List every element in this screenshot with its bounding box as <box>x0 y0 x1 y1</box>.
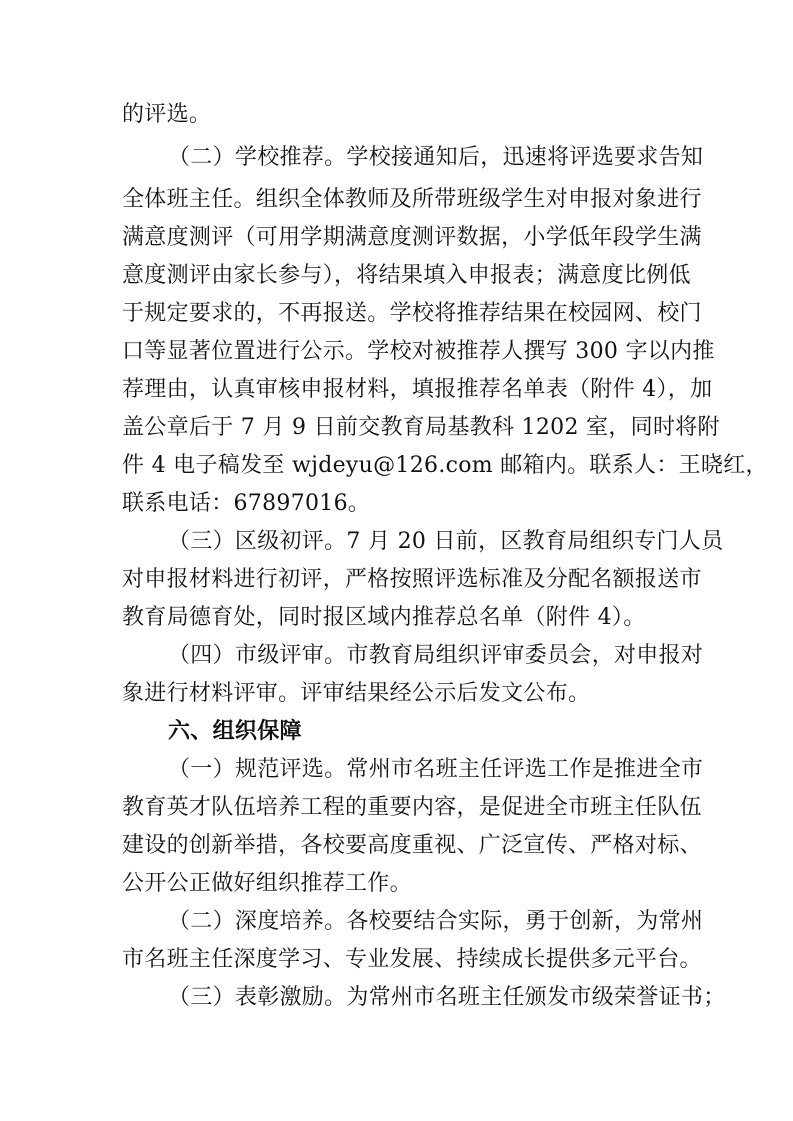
paragraph-line: （一）规范评选。常州市名班主任评选工作是推进全市 <box>168 757 704 782</box>
paragraph-line: （三）表彰激励。为常州市名班主任颁发市级荣誉证书； <box>168 985 726 1010</box>
section-heading: 六、组织保障 <box>168 719 302 744</box>
paragraph-line: 联系电话：67897016。 <box>122 491 371 516</box>
paragraph-line: （二）学校推荐。学校接通知后，迅速将评选要求告知 <box>168 145 704 170</box>
paragraph-line: 公开公正做好组织推荐工作。 <box>122 871 412 896</box>
paragraph-line: （二）深度培养。各校要结合实际，勇于创新，为常州 <box>168 909 704 934</box>
paragraph-line: 意度测评由家长参与），将结果填入申报表；满意度比例低 <box>122 263 691 288</box>
paragraph-line: 于规定要求的，不再报送。学校将推荐结果在校园网、校门 <box>122 301 702 326</box>
paragraph-line: 教育局德育处，同时报区域内推荐总名单（附件 4）。 <box>122 605 646 630</box>
paragraph-line: 全体班主任。组织全体教师及所带班级学生对申报对象进行 <box>122 187 702 212</box>
paragraph-line: 的评选。 <box>122 102 212 127</box>
paragraph-line: 市名班主任深度学习、专业发展、持续成长提供多元平台。 <box>122 947 702 972</box>
paragraph-line: 教育英才队伍培养工程的重要内容，是促进全市班主任队伍 <box>122 795 702 820</box>
paragraph-line: 象进行材料评审。评审结果经公示后发文公布。 <box>122 681 591 706</box>
paragraph-line: （四）市级评审。市教育局组织评审委员会，对申报对 <box>168 643 704 668</box>
paragraph-line: 口等显著位置进行公示。学校对被推荐人撰写 300 字以内推 <box>122 339 715 364</box>
paragraph-line: 件 4 电子稿发至 wjdeyu@126.com 邮箱内。联系人：王晓红， <box>122 453 768 478</box>
paragraph-line: 对申报材料进行初评，严格按照评选标准及分配名额报送市 <box>122 567 702 592</box>
paragraph-line: 满意度测评（可用学期满意度测评数据，小学低年段学生满 <box>122 225 702 250</box>
paragraph-line: 荐理由，认真审核申报材料，填报推荐名单表（附件 4），加 <box>122 377 713 402</box>
paragraph-line: 盖公章后于 7 月 9 日前交教育局基教科 1202 室，同时将附 <box>122 415 720 440</box>
paragraph-line: （三）区级初评。7 月 20 日前，区教育局组织专门人员 <box>168 529 724 554</box>
paragraph-line: 建设的创新举措，各校要高度重视、广泛宣传、严格对标、 <box>122 833 702 858</box>
